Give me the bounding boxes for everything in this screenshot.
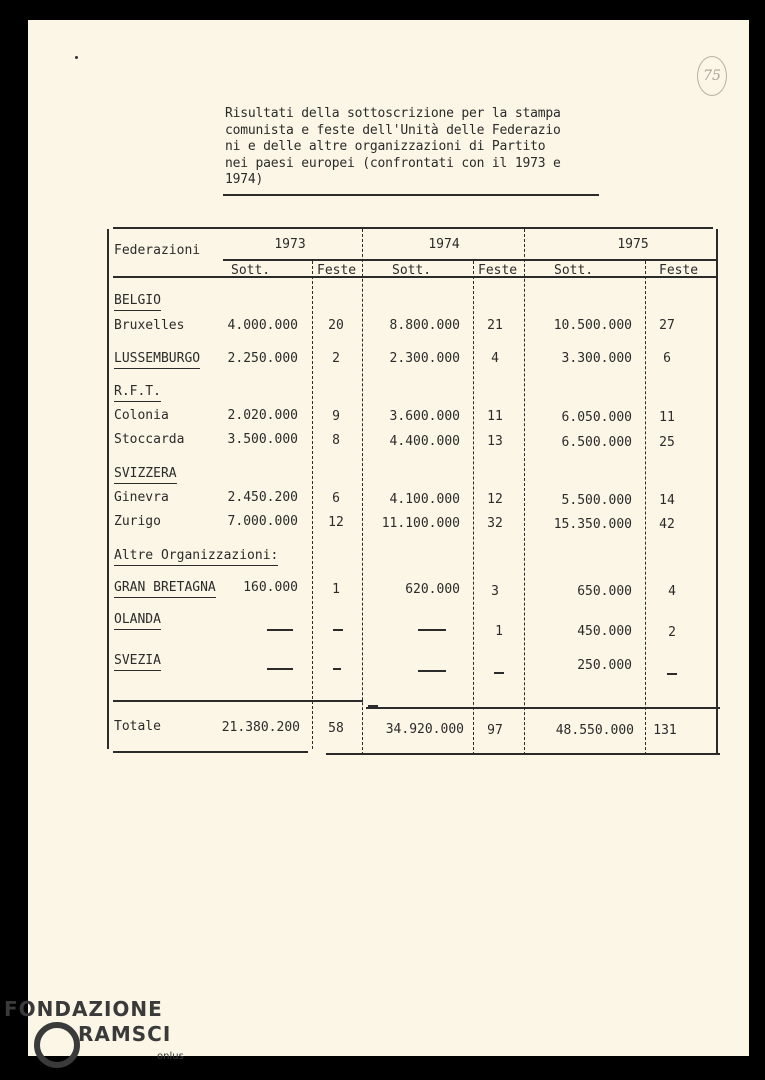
empty-dash-s73-olanda — [267, 629, 293, 631]
cell-s74-colonia: 3.600.000 — [389, 409, 460, 424]
cell-f74-zurigo: 32 — [487, 516, 503, 531]
row-name-ginevra: Ginevra — [114, 490, 169, 505]
cell-s75-zurigo: 15.350.000 — [553, 517, 632, 532]
cell-f73-lussemburgo: 2 — [332, 351, 340, 366]
cell-f75-colonia: 11 — [659, 410, 675, 425]
section-olanda: OLANDA — [114, 612, 161, 630]
watermark-line-2: RAMSCI — [78, 1022, 172, 1046]
section-rft: R.F.T. — [114, 384, 161, 402]
cell-s74-gran-bretagna: 620.000 — [405, 582, 460, 597]
empty-dash-s74-olanda — [418, 629, 446, 631]
col-sep-1974 — [473, 261, 474, 755]
cell-s73-stoccarda: 3.500.000 — [227, 432, 298, 447]
cell-s73-totale: 21.380.200 — [221, 720, 300, 735]
cell-f75-ginevra: 14 — [659, 493, 675, 508]
left-border — [107, 229, 109, 749]
cell-f74-colonia: 11 — [487, 409, 503, 424]
row-name-colonia: Colonia — [114, 408, 169, 423]
cell-f75-zurigo: 42 — [659, 517, 675, 532]
cell-s75-olanda: 450.000 — [577, 624, 632, 639]
watermark-line-1: FONDAZIONE — [4, 997, 163, 1021]
cell-s75-ginevra: 5.500.000 — [561, 493, 632, 508]
title-underline — [223, 194, 599, 196]
cell-f74-olanda: 1 — [495, 624, 503, 639]
document-title — [225, 106, 605, 189]
cell-s75-colonia: 6.050.000 — [561, 410, 632, 425]
bottom-rule-right — [326, 753, 720, 755]
right-border — [716, 229, 718, 753]
header-feste-1973: Feste — [317, 263, 357, 278]
cell-f73-bruxelles: 20 — [328, 318, 344, 333]
col-sep-1973 — [312, 261, 313, 749]
title-line: Risultati della sottoscrizione per la stampa — [225, 106, 561, 121]
row-name-zurigo: Zurigo — [114, 514, 161, 529]
empty-dash-s74-svezia — [418, 670, 446, 672]
cell-s73-ginevra: 2.450.200 — [227, 490, 298, 505]
title-line: 1974) — [225, 172, 264, 187]
section-altre-organizzazioni: Altre Organizzazioni: — [114, 548, 278, 566]
cell-s74-lussemburgo: 2.300.000 — [389, 351, 460, 366]
section-svezia: SVEZIA — [114, 653, 161, 671]
header-feste-1975: Feste — [659, 263, 699, 278]
cell-f74-bruxelles: 21 — [487, 318, 503, 333]
cell-f73-gran-bretagna: 1 — [332, 582, 340, 597]
header-year-1973: 1973 — [274, 237, 306, 252]
cell-f74-gran-bretagna: 3 — [491, 584, 499, 599]
cell-s75-gran-bretagna: 650.000 — [577, 584, 632, 599]
row-name-stoccarda: Stoccarda — [114, 432, 185, 447]
cell-s75-totale: 48.550.000 — [555, 723, 634, 738]
cell-f75-gran-bretagna: 4 — [668, 584, 676, 599]
row-name-bruxelles: Bruxelles — [114, 318, 185, 333]
paper-speck — [75, 56, 78, 59]
cell-s75-lussemburgo: 3.300.000 — [561, 351, 632, 366]
section-lussemburgo: LUSSEMBURGO — [114, 351, 200, 369]
cell-s73-zurigo: 7.000.000 — [227, 514, 298, 529]
header-sott-1973: Sott. — [231, 263, 271, 278]
cell-f74-totale: 97 — [487, 723, 503, 738]
empty-dash-s73-svezia — [267, 668, 293, 670]
cell-s73-gran-bretagna: 160.000 — [243, 580, 298, 595]
total-rule-left — [113, 700, 363, 702]
cell-f74-lussemburgo: 4 — [491, 351, 499, 366]
cell-f73-colonia: 9 — [332, 409, 340, 424]
watermark-line-3: onlus — [157, 1051, 184, 1062]
header-sott-1974: Sott. — [392, 263, 432, 278]
cell-f75-olanda: 2 — [668, 625, 676, 640]
cell-s74-zurigo: 11.100.000 — [381, 516, 460, 531]
total-rule-right — [366, 707, 720, 709]
cell-f74-stoccarda: 13 — [487, 434, 503, 449]
header-sott-1975: Sott. — [554, 263, 594, 278]
cell-f75-bruxelles: 27 — [659, 318, 675, 333]
section-svizzera: SVIZZERA — [114, 466, 177, 484]
cell-f73-zurigo: 12 — [328, 515, 344, 530]
cell-f75-totale: 131 — [653, 723, 677, 738]
cell-f73-ginevra: 6 — [332, 491, 340, 506]
section-belgio: BELGIO — [114, 293, 161, 311]
cell-s74-ginevra: 4.100.000 — [389, 492, 460, 507]
header-year-1974: 1974 — [428, 237, 460, 252]
cell-f75-stoccarda: 25 — [659, 435, 675, 450]
cell-f73-stoccarda: 8 — [332, 433, 340, 448]
cell-s73-bruxelles: 4.000.000 — [227, 318, 298, 333]
table-top-rule — [113, 227, 713, 229]
cell-f75-lussemburgo: 6 — [663, 351, 671, 366]
col-sep-1975-start — [524, 229, 525, 755]
title-line: nei paesi europei (confrontati con il 1973 e — [225, 155, 561, 171]
section-gran-bretagna: GRAN BRETAGNA — [114, 580, 216, 598]
header-federazioni: Federazioni — [114, 243, 201, 258]
total-rule-tick — [368, 705, 378, 707]
empty-dash-f73-svezia — [333, 668, 341, 670]
title-line: comunista e feste dell'Unità delle Federazio — [225, 122, 561, 138]
header-feste-1974: Feste — [478, 263, 518, 278]
year-rule — [223, 259, 718, 261]
row-name-totale: Totale — [114, 719, 161, 734]
cell-s75-bruxelles: 10.500.000 — [553, 318, 632, 333]
cell-s75-stoccarda: 6.500.000 — [561, 435, 632, 450]
empty-dash-f74-svezia — [494, 672, 504, 674]
empty-dash-f73-olanda — [333, 629, 343, 631]
cell-s73-colonia: 2.020.000 — [227, 408, 298, 423]
empty-dash-f75-svezia — [667, 673, 677, 675]
fondazione-logo-icon — [32, 1020, 82, 1070]
col-sep-1975 — [645, 261, 646, 755]
cell-s74-stoccarda: 4.400.000 — [389, 434, 460, 449]
cell-f73-totale: 58 — [328, 721, 344, 736]
cell-s75-svezia: 250.000 — [577, 658, 632, 673]
bottom-rule-left — [113, 751, 308, 753]
page-number: 75 — [697, 56, 727, 96]
title-line: ni e delle altre organizzazioni di Partito — [225, 139, 546, 154]
cell-s74-bruxelles: 8.800.000 — [389, 318, 460, 333]
cell-s74-totale: 34.920.000 — [385, 722, 464, 737]
header-year-1975: 1975 — [617, 237, 649, 252]
cell-s73-lussemburgo: 2.250.000 — [227, 351, 298, 366]
cell-f74-ginevra: 12 — [487, 492, 503, 507]
